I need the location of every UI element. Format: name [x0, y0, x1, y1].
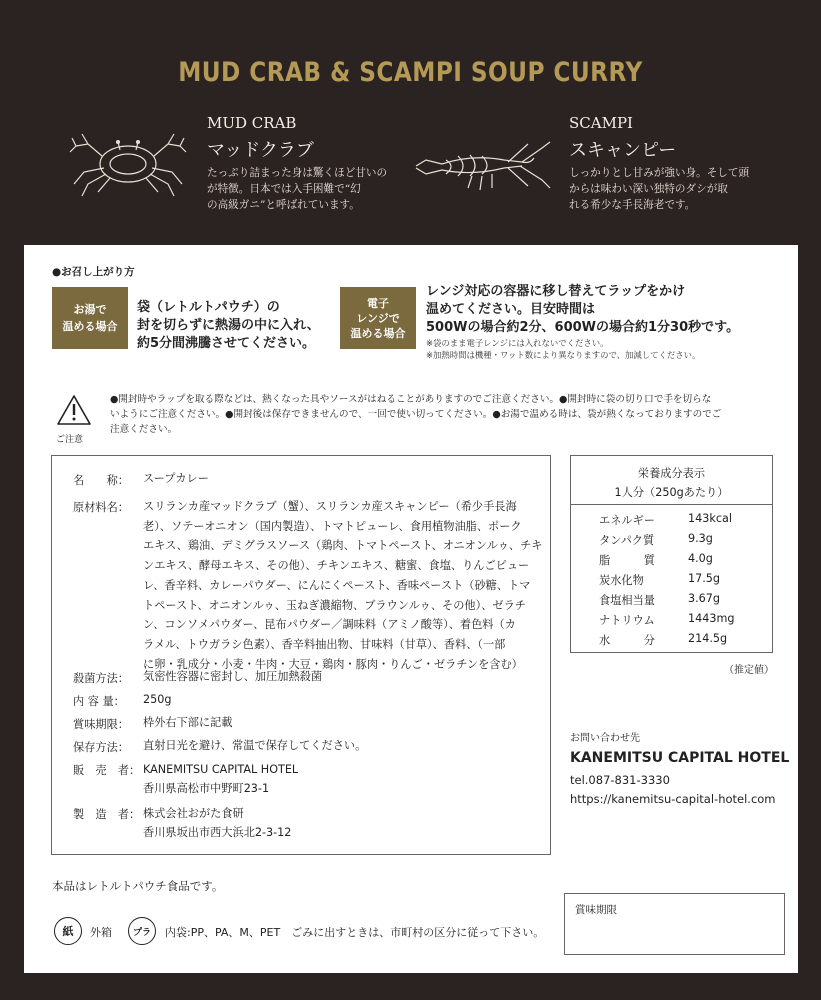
- header: [0, 0, 821, 245]
- best-before-value: 枠外右下部に記載: [143, 716, 233, 729]
- inner-bag-label: 内袋:PP、PA、M、PET ごみに出すときは、市町村の区分に従って下さい。: [165, 926, 545, 939]
- hotel-name: KANEMITSU CAPITAL HOTEL: [570, 750, 790, 766]
- contact-label: お問い合わせ先: [570, 733, 640, 744]
- raw-materials-label: 原材料名：: [73, 501, 129, 514]
- content-label: 内 容 量：: [73, 695, 125, 708]
- sterilization-label: 殺菌方法：: [73, 672, 129, 685]
- nutrition-serving: 1人分（250gあたり）: [614, 486, 729, 499]
- serving-heading: ●お召し上がり方: [52, 266, 135, 278]
- nutrition-value: 17.5g: [688, 572, 721, 585]
- crab-name-en: MUD CRAB: [207, 114, 297, 132]
- nutrition-value: 1443mg: [688, 612, 735, 625]
- crab-description: たっぷり詰まった身は驚くほど甘いの が特徴。日本では入手困難で“幻 の高級ガニ”と呼ばれています。: [207, 167, 388, 211]
- storage-label: 保存方法：: [73, 741, 129, 754]
- expiry-date-box: [564, 893, 785, 955]
- scampi-name-jp: スキャンピー: [569, 140, 677, 161]
- nutrition-note: （推定値）: [724, 665, 774, 676]
- nutrition-key: エネルギー: [599, 514, 655, 527]
- scampi-name-en: SCAMPI: [569, 114, 633, 132]
- best-before-label: 賞味期限：: [73, 718, 129, 731]
- nutrition-value: 214.5g: [688, 632, 728, 645]
- seller-label: 販 売 者：: [73, 764, 141, 777]
- nutrition-title: 栄養成分表示: [637, 467, 706, 480]
- nutrition-key: 脂 質: [599, 554, 655, 567]
- microwave-method-label: 電子 レンジで 温める場合: [340, 287, 416, 349]
- name-value: スープカレー: [143, 472, 209, 485]
- maker-value: 株式会社おがた食研 香川県坂出市西大浜北2-3-12: [143, 807, 292, 839]
- caution-label: ご注意: [56, 435, 84, 445]
- seller-value: KANEMITSU CAPITAL HOTEL 香川県高松市中野町23-1: [143, 763, 299, 795]
- storage-value: 直射日光を避け、常温で保存してください。: [143, 739, 367, 752]
- maker-label: 製 造 者：: [73, 808, 141, 821]
- nutrition-value: 3.67g: [688, 592, 721, 605]
- scampi-illustration: [412, 136, 552, 194]
- divider: [571, 504, 772, 505]
- nutrition-key: 水 分: [599, 634, 655, 647]
- nutrition-value: 4.0g: [688, 552, 713, 565]
- warning-icon: [56, 393, 92, 427]
- contact-url[interactable]: https://kanemitsu-capital-hotel.com: [570, 792, 776, 806]
- retort-notice: 本品はレトルトパウチ食品です。: [52, 879, 224, 893]
- crab-illustration: [66, 122, 190, 198]
- nutrition-key: 炭水化物: [599, 574, 644, 587]
- paper-recycle-icon: 紙: [54, 917, 82, 945]
- name-label: 名 称：: [73, 474, 129, 487]
- scampi-description: しっかりとし甘みが強い身。そして頭 からは味わい深い独特のダシが取 れる希少な手長海老です。: [569, 167, 750, 211]
- nutrition-table: [570, 455, 773, 653]
- boil-instructions: 袋（レトルトパウチ）の 封を切らずに熱湯の中に入れ、 約5分間沸騰させてください。: [137, 300, 320, 351]
- sterilization-value: 気密性容器に密封し、加圧加熱殺菌: [143, 670, 323, 683]
- nutrition-value: 9.3g: [688, 532, 713, 545]
- boil-method-label: お湯で 温める場合: [52, 287, 128, 349]
- plastic-recycle-icon: プラ: [128, 917, 156, 945]
- page-title: MUD CRAB & SCAMPI SOUP CURRY: [178, 57, 643, 88]
- content-value: 250g: [143, 693, 172, 706]
- raw-materials-value: スリランカ産マッドクラブ（蟹）、スリランカ産スキャンピー（希少手長海 老）、ソテーオニオン（国内製造）、トマトピューレ、食用植物油脂、ポーク エキス、鶏油、デミグラスソース（鶏肉、トマトペースト、オニオンルゥ、チキ ンエキス、酵母エキス、その他）、チキンエキス、糖蜜、食塩、りんごピュー レ、香辛料、カレーパウダー、にんにくペースト、香味ペースト（砂糖、トマ トペースト、オニオンルゥ、玉ねぎ濃縮物、ブラウンルゥ、その他）、ゼラチ ン、コンソメパウダー、昆布パウダー／調味料（アミノ酸等）、着色料（カ ラメル、トウガラシ色素）、香辛料抽出物、甘味料（甘草）、香料、（一部 に卵・乳成分・小麦・牛肉・大豆・鶏肉・豚肉・りんご・ゼラチンを含む）: [143, 500, 543, 671]
- microwave-instructions: レンジ対応の容器に移し替えてラップをかけ 温めてください。目安時間は 500Wの場合約2分、600Wの場合約1分30秒です。: [426, 284, 740, 335]
- crab-name-jp: マッドクラブ: [207, 140, 314, 161]
- label-panel: [24, 245, 798, 973]
- contact-tel: tel.087-831-3330: [570, 773, 670, 787]
- nutrition-key: ナトリウム: [599, 614, 655, 627]
- nutrition-key: タンパク質: [599, 534, 655, 547]
- microwave-notes: ※袋のまま電子レンジには入れないでください。 ※加熱時間は機種・ワット数により異なりますので、加減してください。: [426, 338, 701, 360]
- caution-text: ●開封時やラップを取る際などは、熱くなった具やソースがはねることがありますのでご注意ください。●開封時に袋の切り口で手を切らな いようにご注意ください。●開封後は保存できませんので、一回で使い切ってください。●お湯で温める時は、袋が熱くなっておりますのでご 注意ください。: [110, 394, 722, 435]
- ingredients-table: [51, 455, 551, 855]
- nutrition-key: 食塩相当量: [599, 594, 655, 607]
- outer-box-label: 外箱: [90, 926, 112, 939]
- expiry-date-label: 賞味期限: [575, 904, 617, 916]
- nutrition-value: 143kcal: [688, 512, 732, 525]
